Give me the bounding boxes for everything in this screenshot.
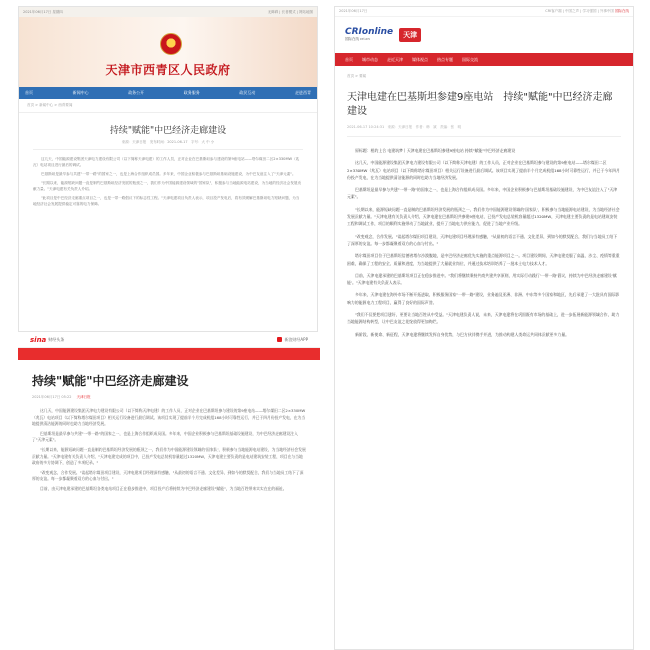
gov-paragraph: "长期以来，能源短缺问题一直是制约巴基斯坦经济发展的瓶颈之一，我们作为中国能源建设领域的"国家队"，积极参与当地能源电站建设，为当地的经济社会发展贡献力量。"天津电建有关负责人介绍。 [33, 181, 302, 191]
cri-article-body [335, 137, 633, 353]
cri-paragraph: 新阶段、新使命、新征程，天津电建将继续发挥自身优势，与巴方伙伴携手并进，为推动构建人类命运共同体贡献更多力量。 [355, 331, 569, 337]
gov-paragraph: 这几天，中国能源建设集团天津电力建设有限公司（以下简称天津电建）的工作人员，正对企业在巴基斯坦参与建设的第9座电站——塔尔煤田二区2×330MW（兆瓦）电站项目进行最后的调试。 [33, 157, 300, 167]
cri-top-links-text[interactable]: CRI客户端 | 中国之声 | 学习强国 | 外事中国 [545, 9, 614, 13]
app-article-date: 2021年06月17日 05:22 [32, 395, 72, 399]
cri-top-strip [335, 7, 633, 17]
app-paragraph: "长期以来，能源短缺问题一直是制约巴基斯坦经济发展的瓶颈之一，我们作为中国能源建设领域的'国家队'，积极参与当地能源电站建设，为当地经济社会发展贡献力量。"天津电建有关负责人介绍，"天津电建完成的项目中，已投产发电总装机容量超过1320MW，天津电建主要负责的是电站建筑安装工程，项目在与当地政府的多方协调下，创造了多项纪录。" [32, 446, 306, 466]
cri-paragraph: 多年来，天津电建在海外市场不断开拓进取，积极服务国家"一带一路"建设，业务遍及亚洲、非洲、中东等多个国家和地区，先后承建了一大批具有国际影响力的能源电力工程项目，赢得了良好的国际声誉。 [347, 292, 620, 305]
gov-nav-item[interactable]: 政民互动 [239, 90, 256, 95]
gov-nav-item[interactable]: 首页 [25, 90, 33, 95]
gov-top-strip [19, 7, 317, 17]
gov-article-title: 持续"赋能"中巴经济走廊建设 [109, 126, 227, 136]
cri-paragraph: "改变观念，合作发展。"谈起塔尔煤田项目建设，天津电建项目经理深有感触，"从最初的语言不通、文化差异，到如今的默契配合，我们与当地员工结下了深厚的友谊。每一步都凝聚着双方的心血与付出。" [347, 233, 618, 246]
cri-logo[interactable] [345, 28, 393, 42]
finance-app-screenshot [18, 332, 320, 650]
app-article-source[interactable]: 天津日报 [76, 395, 91, 399]
cri-article-title: 天津电建在巴基斯坦参建9座电站 持续"赋能"中巴经济走廊建设 [347, 92, 613, 117]
app-article-title: 持续"赋能"中巴经济走廊建设 [32, 374, 189, 388]
gov-date: 2021年06月17日 星期四 [23, 9, 63, 14]
phone-icon [277, 337, 282, 342]
cri-logo-sub: 国际在线 cri.cn [345, 37, 370, 41]
gov-breadcrumb[interactable]: 首页 > 新闻中心 > 西青要闻 [19, 99, 317, 113]
gov-nav-item[interactable]: 政务公开 [128, 90, 145, 95]
app-download-link[interactable] [277, 337, 308, 343]
sina-logo-text: sina [30, 335, 47, 344]
gov-nav-item[interactable]: 政务服务 [183, 90, 200, 95]
app-paragraph: 目前，由天津电建承建的巴基斯坦各类电站项目正在稳步推进中，项目投产后将持续为中巴经济走廊建设"赋能"，为当地百姓带来实实在在的福祉。 [40, 485, 287, 491]
sina-logo-sub: 财经头条 [48, 336, 65, 342]
cri-nav-item[interactable]: 城市动态 [362, 56, 378, 62]
cri-nav-item[interactable]: 首页 [345, 56, 353, 62]
app-article-meta [32, 395, 306, 400]
gov-site-screenshot [18, 6, 318, 332]
cri-paragraph: 原标题：相约上合 电建筑梦丨天津电建在巴基斯坦参建9座电站 持续"赋能"中巴经济走廊建设 [355, 148, 516, 153]
cri-article-meta: 2021-06-17 10:24:31 来源：天津日报 作者：韩 斌 责编：张 明 [347, 125, 621, 137]
cri-top-links [545, 9, 629, 14]
cri-paragraph: 塔尔煤田项目位于巴基斯坦信德省塔尔沙漠腹地，是中巴经济走廊优先实施的重点能源项目之一。项目建设期间，天津电建克服了高温、沙尘、疫情等重重困难，确保了工程的安全、质量和进度，为当地提供了大量就业岗位，并通过技术培训培养了一批本土电力技术人才。 [347, 253, 620, 266]
gov-article-body [19, 150, 317, 216]
cri-paragraph: "我们不仅要把项目建好，更要让当地百姓从中受益。"天津电建负责人说，未来，天津电建将在巩固既有市场的基础上，进一步拓展新能源领域合作，助力当地能源结构转型，让中巴友谊之花绽放得更加绚烂。 [347, 312, 620, 325]
cri-paragraph: 巴基斯坦是最早参与共建"一带一路"的国家之一，也是上海合作组织成员国。多年来，中国企业积极参与巴基斯坦基础设施建设，为中巴友谊注入了"天津元素"。 [347, 187, 618, 200]
app-paragraph: "改变观念，合作发展。"谈起塔尔煤田项目建设，天津电建项目经理深有感触，"从最初的语言不通、文化差异，到如今的默契配合，我们与当地员工结下了深厚的友谊。每一步都凝聚着双方的心血与付出。" [32, 469, 304, 482]
national-emblem-icon [160, 33, 182, 55]
gov-paragraph: "此项目是中巴经济走廊重点项目之一，也是一带一路倡议下的标志性工程。"天津电建项目负责人表示，项目投产发电后，将有效缓解巴基斯坦电力短缺问题，为当地经济社会发展提供稳定可靠的电力保障。 [33, 196, 300, 206]
sina-logo[interactable] [30, 336, 64, 344]
cri-paragraph: "长期以来，能源短缺问题一直是制约巴基斯坦经济发展的瓶颈之一，我们作为中国能源建设领域的'国家队'，积极参与当地能源电站建设，为当地经济社会发展贡献力量。"天津电建有关负责人介绍，天津电建在巴基斯坦共参建9座电站，已投产发电总装机容量超过1320MW，天津电建主要负责的是电站建筑安装工程和调试工作，项目的顺利实施带动了当地就业，提升了当地电力供应能力，促进了当地产业升级。 [347, 206, 620, 227]
gov-nav-item[interactable]: 新闻中心 [72, 90, 89, 95]
city-badge[interactable]: 天津 [399, 28, 421, 42]
cri-header [335, 17, 633, 53]
cri-date: 2021年06月17日 [339, 9, 368, 13]
gov-site-title: 天津市西青区人民政府 [105, 63, 231, 77]
cri-nav-bar [335, 53, 633, 66]
cri-breadcrumb[interactable]: 首页 > 要闻 [347, 74, 367, 78]
app-article-body [18, 406, 320, 498]
gov-banner [19, 17, 317, 87]
cri-site-screenshot [334, 6, 634, 650]
cri-logo-text: CRIonline [345, 27, 394, 37]
cri-nav-item[interactable]: 热点专题 [437, 56, 453, 62]
cri-nav-item[interactable]: 走近天津 [387, 56, 403, 62]
gov-nav-item[interactable]: 走进西青 [294, 90, 311, 95]
app-paragraph: 巴基斯坦是最早参与共建"一带一路"的国家之一，也是上海合作组织成员国。多年来，中国企业积极参与巴基斯坦基础设施建设，为中巴经济走廊建设注入了"天津元素"。 [32, 430, 298, 443]
cri-nav-item[interactable]: 媒体视点 [412, 56, 428, 62]
app-download-label: 新浪财经APP [284, 336, 308, 342]
gov-article-meta: 来源：天津日报 发布时间：2021-06-17 字号：大 中 小 [33, 140, 303, 150]
gov-top-links[interactable]: 无障碍 | 长者模式 | 网站地图 [267, 9, 313, 14]
app-red-banner [18, 348, 320, 360]
cri-paragraph: 这几天，中国能源建设集团天津电力建设有限公司（以下简称天津电建）的工作人员，正对企业在巴基斯坦参与建设的第9座电站——塔尔煤田二区2×330MW（兆瓦）电站项目（以下简称塔尔煤田项目）相关运行设备进行最后调试。该项目实现了提前半个月完成机组168小时可靠性运行，并已于今年四月份投产发电，在为当地提供清洁能源的同时也助力当地经济发展。 [347, 160, 620, 180]
cri-top-hot[interactable]: 国际在线 [615, 9, 629, 13]
gov-paragraph: 巴基斯坦是最早参与共建"一带一路"的国家之一，也是上海合作组织成员国。多年来，中国企业积极参与巴基斯坦基础设施建设，为中巴友谊注入了"天津元素"。 [41, 172, 296, 176]
gov-nav-bar [19, 87, 317, 99]
app-paragraph: 这几天，中国能源建设集团天津电力建设有限公司（以下简称天津电建）的工作人员，正对企业在巴基斯坦参与建设的第9座电站——塔尔煤田二区2×330MW（兆瓦）电站项目（以下简称塔尔煤田项目）相关运行设备进行最后调试。该项目实现了提前半个月完成机组168小时可靠性运行，并已于四月份投产发电，在为当地提供清洁能源的同时也助力当地经济发展。 [32, 408, 306, 427]
cri-paragraph: 目前，天津电建承建的巴基斯坦项目正在稳步推进中。"我们将继续秉持共商共建共享原则，用实际行动践行'一带一路'倡议，持续为中巴经济走廊建设'赋能'。"天津电建有关负责人表示。 [347, 272, 617, 286]
app-header [18, 332, 320, 348]
cri-nav-item[interactable]: 国际交流 [462, 56, 478, 62]
